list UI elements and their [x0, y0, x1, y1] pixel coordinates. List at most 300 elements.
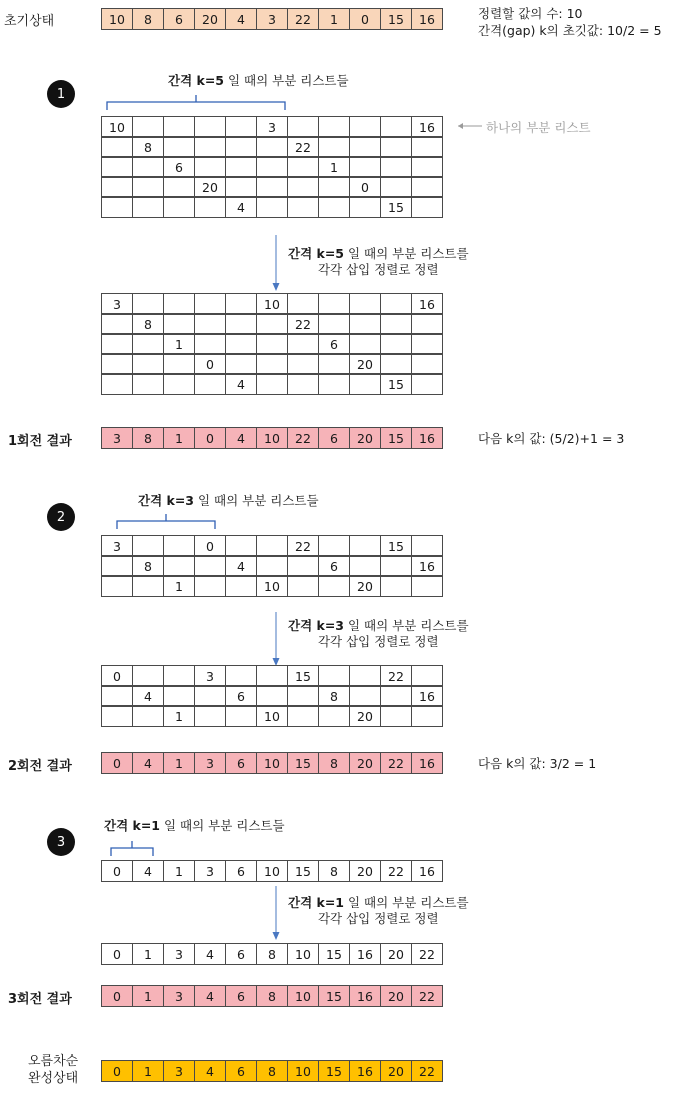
- grid-cell: 20: [349, 705, 381, 727]
- grid-cell: [287, 555, 319, 577]
- grid-cell: 0: [349, 176, 381, 198]
- array-cell: 6: [318, 427, 350, 449]
- grid-cell: 6: [318, 333, 350, 355]
- array-cell: 16: [411, 752, 443, 774]
- grid-cell: [194, 555, 226, 577]
- grid-cell: [318, 196, 350, 218]
- array-cell: 8: [132, 8, 164, 30]
- grid-cell: [318, 136, 350, 158]
- grid-cell: 16: [411, 116, 443, 138]
- grid-cell: 8: [318, 685, 350, 707]
- grid-cell: 4: [225, 555, 257, 577]
- grid-cell: 15: [380, 373, 412, 395]
- step-3-after-list: [101, 943, 443, 965]
- grid-cell: [411, 665, 443, 687]
- grid-cell: [318, 575, 350, 597]
- grid-row: [101, 197, 443, 218]
- grid-row: [101, 177, 443, 198]
- array-cell: 8: [132, 427, 164, 449]
- array-cell: 6: [225, 985, 257, 1007]
- grid-cell: [225, 705, 257, 727]
- grid-cell: [256, 136, 288, 158]
- grid-cell: 22: [380, 665, 412, 687]
- grid-cell: [318, 293, 350, 315]
- array-cell: 10: [256, 860, 288, 882]
- grid-cell: [318, 665, 350, 687]
- step-2-arrow-caption: 간격 k=3 일 때의 부분 리스트를 각각 삽입 정렬로 정렬: [288, 618, 469, 649]
- grid-cell: [349, 293, 381, 315]
- array-cell: 4: [194, 943, 226, 965]
- grid-cell: [349, 116, 381, 138]
- grid-cell: [411, 705, 443, 727]
- array-cell: 22: [411, 943, 443, 965]
- array-cell: 22: [287, 8, 319, 30]
- grid-cell: [101, 575, 133, 597]
- step-1-arrow-caption: 간격 k=5 일 때의 부분 리스트를 각각 삽입 정렬로 정렬: [288, 246, 469, 277]
- sublist-pointer-arrow: [454, 120, 484, 132]
- grid-cell: [132, 293, 164, 315]
- grid-cell: [101, 196, 133, 218]
- grid-cell: [380, 575, 412, 597]
- array-cell: 3: [101, 427, 133, 449]
- grid-cell: [225, 116, 257, 138]
- array-cell: 3: [163, 943, 195, 965]
- array-cell: 15: [318, 985, 350, 1007]
- grid-cell: 22: [287, 535, 319, 557]
- grid-cell: [349, 555, 381, 577]
- array-cell: 15: [380, 8, 412, 30]
- array-cell: 4: [225, 427, 257, 449]
- grid-cell: 3: [101, 535, 133, 557]
- array-cell: 22: [380, 752, 412, 774]
- grid-row: [101, 374, 443, 395]
- grid-cell: [132, 665, 164, 687]
- grid-cell: 3: [194, 665, 226, 687]
- grid-cell: [225, 575, 257, 597]
- array-cell: 8: [256, 1060, 288, 1082]
- grid-cell: [411, 156, 443, 178]
- array-cell: 4: [132, 860, 164, 882]
- grid-cell: 6: [163, 156, 195, 178]
- grid-cell: [256, 535, 288, 557]
- grid-cell: [318, 353, 350, 375]
- grid-cell: [318, 535, 350, 557]
- grid-cell: [163, 116, 195, 138]
- array-cell: 16: [349, 943, 381, 965]
- grid-cell: 1: [163, 333, 195, 355]
- array-cell: 1: [163, 860, 195, 882]
- final-state-label: 오름차순 완성상태: [28, 1054, 79, 1086]
- grid-cell: [318, 116, 350, 138]
- array-cell: 22: [380, 860, 412, 882]
- grid-cell: [411, 196, 443, 218]
- grid-cell: [256, 353, 288, 375]
- grid-row: [101, 556, 443, 577]
- grid-cell: [411, 575, 443, 597]
- grid-row: [101, 576, 443, 597]
- array-cell: 22: [411, 985, 443, 1007]
- step-1-after-grid: [101, 294, 443, 395]
- grid-cell: [132, 535, 164, 557]
- grid-cell: [380, 333, 412, 355]
- grid-cell: 0: [194, 535, 226, 557]
- grid-cell: [256, 196, 288, 218]
- step-3-brace-caption: 간격 k=1 일 때의 부분 리스트들: [104, 818, 285, 833]
- grid-cell: [225, 665, 257, 687]
- grid-cell: [349, 196, 381, 218]
- grid-cell: [349, 333, 381, 355]
- array-cell: 3: [194, 752, 226, 774]
- array-cell: 4: [132, 752, 164, 774]
- array-cell: 16: [411, 860, 443, 882]
- grid-cell: [380, 705, 412, 727]
- grid-cell: [287, 333, 319, 355]
- grid-cell: [194, 333, 226, 355]
- step-2-brace-caption: 간격 k=3 일 때의 부분 리스트들: [138, 493, 319, 508]
- array-cell: 20: [380, 1060, 412, 1082]
- grid-cell: [132, 575, 164, 597]
- grid-cell: [132, 116, 164, 138]
- grid-cell: [287, 575, 319, 597]
- array-cell: 1: [132, 943, 164, 965]
- grid-cell: [101, 685, 133, 707]
- grid-cell: 10: [256, 705, 288, 727]
- initial-state-label: 초기상태: [4, 14, 55, 29]
- grid-cell: 10: [101, 116, 133, 138]
- grid-cell: 15: [287, 665, 319, 687]
- grid-cell: 22: [287, 313, 319, 335]
- array-cell: 22: [287, 427, 319, 449]
- grid-cell: [256, 665, 288, 687]
- grid-cell: [101, 705, 133, 727]
- grid-row: [101, 294, 443, 315]
- array-cell: 10: [287, 1060, 319, 1082]
- grid-cell: 1: [318, 156, 350, 178]
- grid-cell: [225, 313, 257, 335]
- grid-cell: [194, 136, 226, 158]
- grid-cell: [225, 136, 257, 158]
- grid-cell: 16: [411, 555, 443, 577]
- grid-cell: [411, 333, 443, 355]
- array-cell: 10: [256, 427, 288, 449]
- grid-cell: 20: [349, 353, 381, 375]
- grid-cell: [225, 156, 257, 178]
- grid-cell: [101, 373, 133, 395]
- array-cell: 0: [349, 8, 381, 30]
- grid-cell: [101, 156, 133, 178]
- array-cell: 0: [194, 427, 226, 449]
- final-sorted-array: [101, 1060, 443, 1082]
- array-cell: 15: [318, 943, 350, 965]
- array-cell: 3: [163, 985, 195, 1007]
- step-3-down-arrow: [270, 884, 282, 942]
- grid-cell: [380, 136, 412, 158]
- grid-cell: 0: [194, 353, 226, 375]
- grid-cell: [256, 156, 288, 178]
- grid-cell: [101, 136, 133, 158]
- array-cell: 0: [101, 752, 133, 774]
- array-cell: 15: [287, 752, 319, 774]
- array-cell: 6: [225, 752, 257, 774]
- gap-initial-note: 간격(gap) k의 초깃값: 10/2 = 5: [478, 23, 662, 38]
- array-cell: 0: [101, 943, 133, 965]
- grid-cell: [132, 705, 164, 727]
- grid-cell: [411, 373, 443, 395]
- array-cell: 4: [194, 985, 226, 1007]
- grid-cell: 22: [287, 136, 319, 158]
- grid-cell: [380, 313, 412, 335]
- grid-cell: [287, 156, 319, 178]
- grid-cell: 10: [256, 293, 288, 315]
- grid-cell: [132, 333, 164, 355]
- grid-cell: [380, 293, 412, 315]
- next-k-note-1: 다음 k의 값: (5/2)+1 = 3: [478, 431, 625, 446]
- grid-cell: [287, 293, 319, 315]
- grid-cell: [380, 156, 412, 178]
- grid-cell: 20: [349, 575, 381, 597]
- grid-cell: 6: [318, 555, 350, 577]
- grid-cell: [101, 176, 133, 198]
- array-cell: 3: [163, 1060, 195, 1082]
- grid-cell: [101, 555, 133, 577]
- grid-cell: [349, 156, 381, 178]
- array-cell: 10: [287, 943, 319, 965]
- grid-cell: 3: [256, 116, 288, 138]
- array-cell: 3: [194, 860, 226, 882]
- grid-cell: [411, 535, 443, 557]
- grid-cell: [194, 156, 226, 178]
- grid-cell: [318, 705, 350, 727]
- array-cell: 8: [318, 752, 350, 774]
- array-cell: 16: [349, 1060, 381, 1082]
- step-2-brace: [115, 511, 220, 531]
- array-cell: 8: [256, 985, 288, 1007]
- round-3-result-array: [101, 985, 443, 1007]
- array-cell: 1: [163, 752, 195, 774]
- grid-cell: [256, 313, 288, 335]
- grid-cell: 8: [132, 136, 164, 158]
- grid-cell: [349, 136, 381, 158]
- grid-cell: [225, 353, 257, 375]
- grid-row: [101, 354, 443, 375]
- grid-row: [101, 706, 443, 727]
- grid-cell: [349, 665, 381, 687]
- grid-cell: [287, 116, 319, 138]
- grid-cell: [194, 313, 226, 335]
- round-2-label: 2회전 결과: [8, 759, 72, 774]
- step-3-badge: 3: [47, 828, 75, 856]
- grid-row: [101, 666, 443, 687]
- grid-row: [101, 117, 443, 138]
- grid-cell: [380, 555, 412, 577]
- next-k-note-2: 다음 k의 값: 3/2 = 1: [478, 756, 597, 771]
- grid-cell: [256, 685, 288, 707]
- grid-cell: 0: [101, 665, 133, 687]
- round-2-result-array: [101, 752, 443, 774]
- grid-cell: 1: [163, 705, 195, 727]
- grid-cell: [132, 196, 164, 218]
- grid-cell: 16: [411, 293, 443, 315]
- grid-row: [101, 314, 443, 335]
- array-cell: 1: [132, 985, 164, 1007]
- grid-cell: [411, 176, 443, 198]
- grid-cell: 8: [132, 313, 164, 335]
- grid-cell: [225, 293, 257, 315]
- grid-cell: [225, 176, 257, 198]
- array-cell: 20: [349, 860, 381, 882]
- round-3-label: 3회전 결과: [8, 992, 72, 1007]
- grid-cell: [287, 196, 319, 218]
- array-cell: 1: [132, 1060, 164, 1082]
- grid-cell: [163, 373, 195, 395]
- grid-cell: [380, 353, 412, 375]
- step-1-before-grid: [101, 117, 443, 218]
- grid-cell: 4: [225, 196, 257, 218]
- grid-cell: [194, 685, 226, 707]
- grid-cell: [380, 685, 412, 707]
- grid-cell: 6: [225, 685, 257, 707]
- grid-cell: [256, 176, 288, 198]
- grid-cell: 4: [225, 373, 257, 395]
- grid-cell: [163, 555, 195, 577]
- array-cell: 3: [256, 8, 288, 30]
- grid-cell: [101, 333, 133, 355]
- grid-cell: [318, 313, 350, 335]
- array-cell: 1: [318, 8, 350, 30]
- round-1-label: 1회전 결과: [8, 434, 72, 449]
- grid-cell: [256, 333, 288, 355]
- grid-cell: [101, 313, 133, 335]
- grid-cell: 10: [256, 575, 288, 597]
- step-3-before-list: [101, 860, 443, 882]
- array-cell: 1: [163, 427, 195, 449]
- step-2-after-grid: [101, 666, 443, 727]
- grid-cell: [349, 685, 381, 707]
- grid-cell: [380, 176, 412, 198]
- step-3-brace: [109, 838, 159, 858]
- grid-cell: [194, 373, 226, 395]
- grid-row: [101, 137, 443, 158]
- grid-cell: [349, 535, 381, 557]
- grid-cell: [380, 116, 412, 138]
- array-cell: 0: [101, 985, 133, 1007]
- grid-cell: [163, 196, 195, 218]
- grid-cell: [194, 575, 226, 597]
- grid-cell: [318, 373, 350, 395]
- array-cell: 8: [318, 860, 350, 882]
- grid-cell: [194, 116, 226, 138]
- array-cell: 0: [101, 860, 133, 882]
- grid-cell: [411, 353, 443, 375]
- grid-cell: [101, 353, 133, 375]
- array-cell: 20: [349, 427, 381, 449]
- grid-cell: [287, 353, 319, 375]
- step-1-brace-caption: 간격 k=5 일 때의 부분 리스트들: [168, 73, 349, 88]
- array-cell: 16: [411, 427, 443, 449]
- array-cell: 4: [194, 1060, 226, 1082]
- grid-cell: [132, 353, 164, 375]
- grid-cell: [163, 293, 195, 315]
- grid-cell: 3: [101, 293, 133, 315]
- array-cell: 15: [318, 1060, 350, 1082]
- array-cell: 8: [256, 943, 288, 965]
- array-cell: 6: [225, 943, 257, 965]
- grid-cell: [411, 313, 443, 335]
- count-note: 정렬할 값의 수: 10: [478, 6, 583, 21]
- array-cell: 4: [225, 8, 257, 30]
- step-2-before-grid: [101, 536, 443, 597]
- grid-row: [101, 686, 443, 707]
- array-cell: 22: [411, 1060, 443, 1082]
- step-2-down-arrow: [270, 610, 282, 668]
- grid-cell: [132, 373, 164, 395]
- grid-cell: [225, 333, 257, 355]
- grid-cell: [225, 535, 257, 557]
- grid-cell: [194, 293, 226, 315]
- array-cell: 20: [380, 943, 412, 965]
- array-cell: 6: [225, 860, 257, 882]
- grid-cell: [194, 196, 226, 218]
- grid-cell: 15: [380, 196, 412, 218]
- grid-cell: [132, 176, 164, 198]
- grid-cell: [256, 555, 288, 577]
- grid-row: [101, 334, 443, 355]
- grid-cell: [256, 373, 288, 395]
- grid-row: [101, 536, 443, 557]
- grid-cell: 15: [380, 535, 412, 557]
- grid-cell: 8: [132, 555, 164, 577]
- grid-cell: [163, 313, 195, 335]
- array-cell: 20: [194, 8, 226, 30]
- grid-row: [101, 157, 443, 178]
- step-1-down-arrow: [270, 233, 282, 293]
- array-cell: 10: [101, 8, 133, 30]
- grid-cell: [287, 705, 319, 727]
- grid-cell: [287, 373, 319, 395]
- initial-array: [101, 8, 443, 30]
- array-cell: 6: [225, 1060, 257, 1082]
- array-cell: 10: [287, 985, 319, 1007]
- array-cell: 16: [411, 8, 443, 30]
- grid-cell: [163, 176, 195, 198]
- grid-cell: [349, 313, 381, 335]
- array-cell: 0: [101, 1060, 133, 1082]
- step-2-badge: 2: [47, 503, 75, 531]
- step-1-badge: 1: [47, 80, 75, 108]
- grid-cell: 20: [194, 176, 226, 198]
- array-cell: 15: [380, 427, 412, 449]
- grid-cell: [163, 535, 195, 557]
- grid-cell: [132, 156, 164, 178]
- grid-cell: [163, 353, 195, 375]
- grid-cell: [411, 136, 443, 158]
- grid-cell: [194, 705, 226, 727]
- grid-cell: [287, 685, 319, 707]
- grid-cell: [349, 373, 381, 395]
- grid-cell: [163, 665, 195, 687]
- round-1-result-array: [101, 427, 443, 449]
- step-1-brace: [105, 92, 290, 112]
- grid-cell: 1: [163, 575, 195, 597]
- sublist-pointer-label: 하나의 부분 리스트: [486, 120, 591, 135]
- array-cell: 6: [163, 8, 195, 30]
- array-cell: 20: [380, 985, 412, 1007]
- grid-cell: 4: [132, 685, 164, 707]
- array-cell: 15: [287, 860, 319, 882]
- grid-cell: [163, 685, 195, 707]
- array-cell: 16: [349, 985, 381, 1007]
- step-3-arrow-caption: 간격 k=1 일 때의 부분 리스트를 각각 삽입 정렬로 정렬: [288, 895, 469, 926]
